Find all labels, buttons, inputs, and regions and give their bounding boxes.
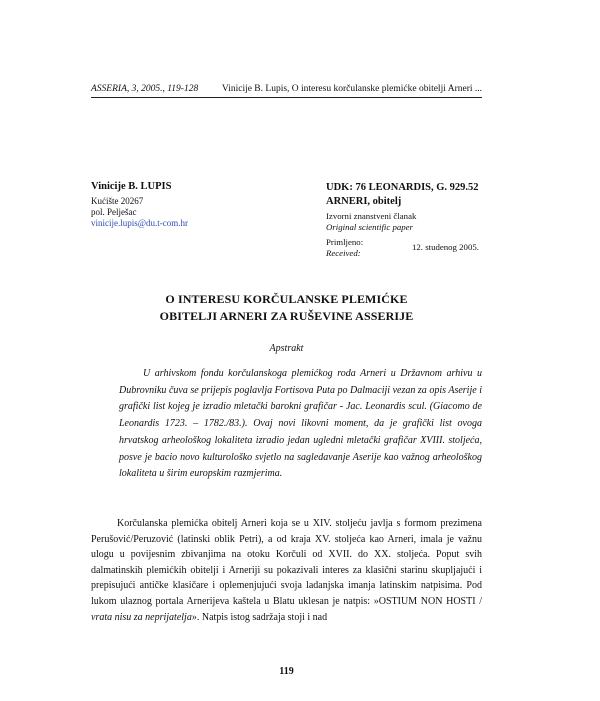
- paper-type-hr: Izvorni znanstveni članak: [326, 211, 417, 221]
- author-email-link[interactable]: vinicije.lupis@du.t-com.hr: [91, 218, 189, 228]
- article-title-line1: O INTERESU KORČULANSKE PLEMIĆKE: [165, 292, 408, 306]
- article-title: [91, 291, 482, 325]
- running-title: Vinicije B. Lupis, O interesu korčulanske plemićke obitelji Arneri ...: [221, 84, 482, 94]
- body-text-italic: vrata nisu za neprijatelja: [91, 611, 192, 623]
- page-number: 119: [279, 666, 294, 677]
- abstract-text: U arhivskom fondu korčulanskoga plemićkog roda Arneri u Državnom arhivu u Dubrovniku čuva se prijepis poglavlja Fortisova Puta po Dalmaciji vezan za opis Aserije i grafički list kojeg je izradio mletački barokni grafičar - Jac. Leonardis scul. (Giacomo de Leonardis 1723. – 1782./83.). Ovaj novi likovni moment, da je grafički list ovoga hrvatskog arheološkog lokaliteta izradio jedan ugledni mletački grafičar XVIII. stoljeća, posve je bacio novo kulturološko svjetlo na sagledavanje Aserije kao važnog arheološkog lokaliteta u širim europskim razmjerima.: [119, 368, 482, 480]
- udk-classification: UDK: 76 LEONARDIS, G. 929.52 ARNERI, obitelj: [326, 182, 479, 207]
- author-address-line2: pol. Pelješac: [91, 207, 137, 217]
- header-rule: [91, 97, 482, 98]
- article-title-line2: OBITELJI ARNERI ZA RUŠEVINE ASSERIJE: [159, 309, 414, 323]
- received-label-hr: Primljeno:: [326, 237, 364, 247]
- body-text-block: [91, 516, 482, 625]
- author-address-line1: Kućište 20267: [91, 196, 144, 206]
- received-date: 12. studenog 2005.: [412, 242, 479, 252]
- author-name: Vinicije B. LUPIS: [91, 181, 172, 192]
- abstract-heading: Apstrakt: [269, 343, 304, 354]
- paper-type-en: Original scientific paper: [326, 222, 413, 232]
- body-paragraph: [91, 516, 482, 625]
- abstract-block: [119, 366, 482, 483]
- body-text-main: Korčulanska plemićka obitelj Arneri koja se u XIV. stoljeću javlja s formom prezimena Perušović/Peruzović (latinski oblik Petri), a od kraja XV. stoljeća kao Arneri, imala je važnu ulogu u povijesnim zbivanjima na otoku Korčuli od XVII. do XX. stoljeća. Poput svih dalmatinskih plemićkih obitelji i Arneriji su pokazivali interes za klasični starinu skupljajući i prepisujući antičke klasičare i oplemenjujući svoja ladanjska imanja latinskim natpisima. Pod lukom ulaznog portala Arnerijeva kaštela u Blatu uklesan je natpis: »OSTIUM NON HOSTI /: [91, 518, 482, 607]
- received-label-en: Received:: [326, 248, 361, 258]
- journal-reference: ASSERIA, 3, 2005., 119-128: [91, 84, 199, 94]
- body-text-end: ». Natpis istog sadržaja stoji i nad: [191, 611, 328, 623]
